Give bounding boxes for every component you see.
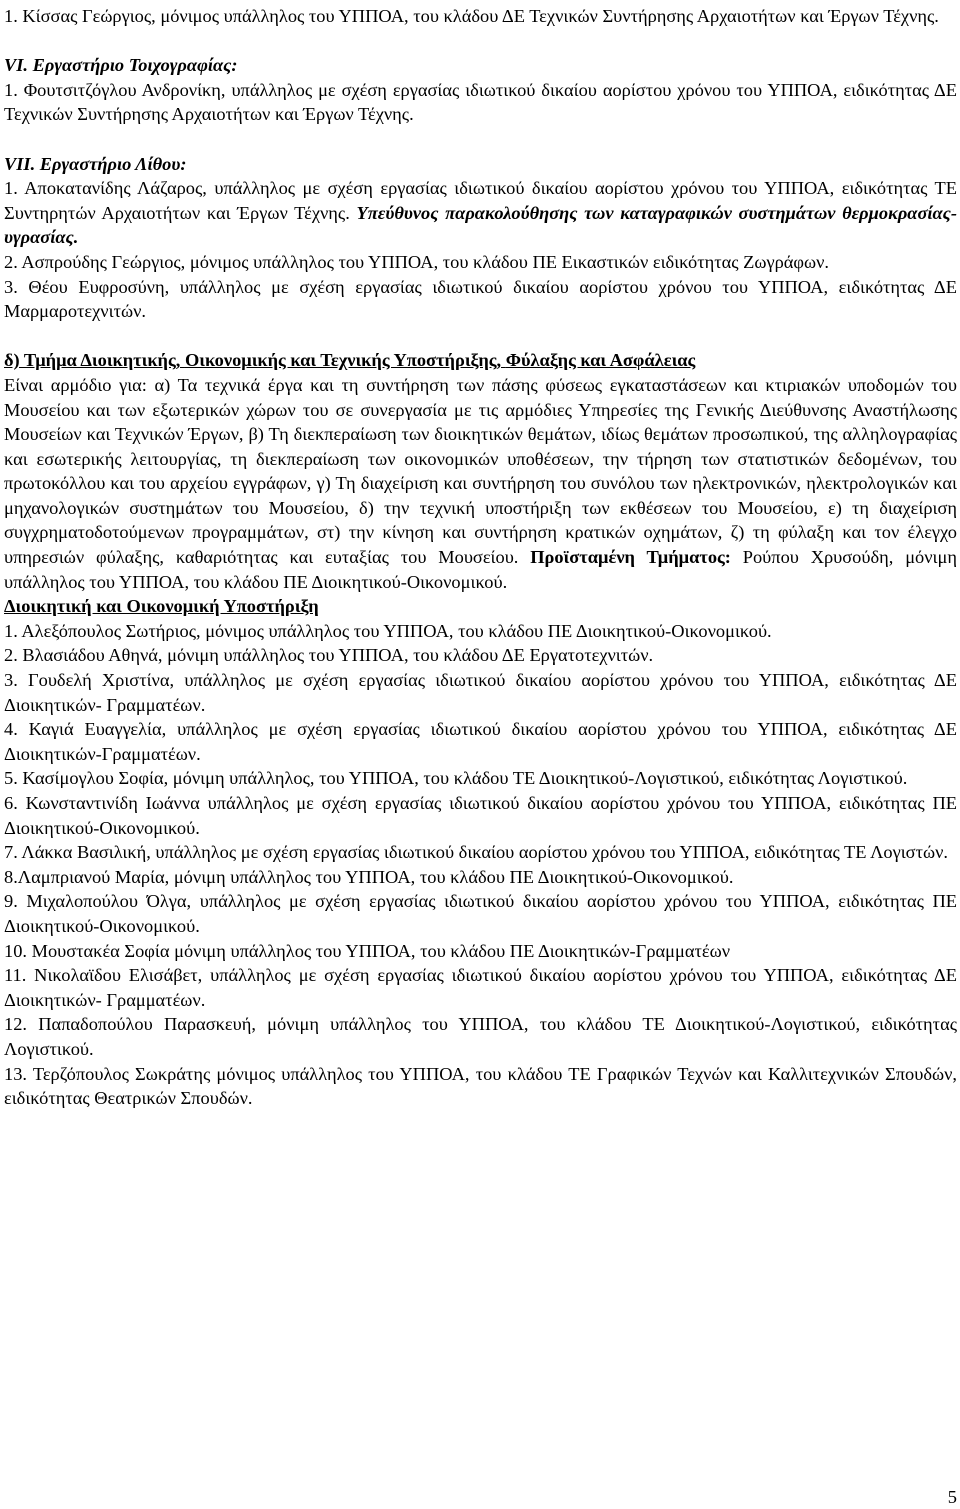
list-item: 7. Λάκκα Βασιλική, υπάλληλος με σχέση εργασίας ιδιωτικού δικαίου αορίστου χρόνου του ΥΠΠΟΑ, ειδικότητας ΤΕ Λογιστών. — [4, 842, 948, 863]
spacer — [4, 127, 957, 152]
list-item: 1. Αλεξόπουλος Σωτήριος, μόνιμος υπάλληλος του ΥΠΠΟΑ, του κλάδου ΠΕ Διοικητικού-Οικονομικού. — [4, 620, 772, 641]
list-item: 10. Μουστακέα Σοφία μόνιμη υπάλληλος του ΥΠΠΟΑ, του κλάδου ΠΕ Διοικητικών-Γραμματέων — [4, 940, 731, 961]
workshop-vii-title: VII. Εργαστήριο Λίθου: — [4, 153, 187, 174]
workshop-vii-item-1 — [4, 176, 957, 250]
workshop-vi-title: VI. Εργαστήριο Τοιχογραφίας: — [4, 55, 238, 76]
list-item: 12. Παπαδοπούλου Παρασκευή, μόνιμη υπάλληλος του ΥΠΠΟΑ, του κλάδου ΤΕ Διοικητικού-Λογιστικού, ειδικότητας Λογιστικού. — [4, 1014, 957, 1059]
department-head-label: Προϊσταμένη Τμήματος: — [530, 547, 731, 568]
list-item: 9. Μιχαλοπούλου Όλγα, υπάλληλος με σχέση εργασίας ιδιωτικού δικαίου αορίστου χρόνου του ΥΠΠΟΑ, ειδικότητας ΠΕ Διοικητικού-Οικονομικού. — [4, 891, 957, 936]
heading-part: Οικονομικής και Τεχνικής Υποστήριξης — [184, 350, 497, 371]
workshop-vii-item-1-text: 1. Αποκατανίδης Λάζαρος, υπάλληλος με σχέση εργασίας ιδιωτικού δικαίου αορίστου χρόνου του ΥΠΠΟΑ, ειδικότητας ΤΕ Συντηρητών Αρχαιοτήτων και Έργων Τέχνης. — [4, 178, 957, 223]
workshop-v-item-1: 1. Κίσσας Γεώργιος, μόνιμος υπάλληλος του ΥΠΠΟΑ, του κλάδου ΔΕ Τεχνικών Συντήρησης Αρχαιοτήτων και Έργων Τέχνης. — [4, 6, 939, 26]
heading-part: , — [175, 350, 185, 371]
department-d-competences: Είναι αρμόδιο για: α) Τα τεχνικά έργα και τη συντήρηση των πάσης φύσεως εγκαταστάσεων και κτιριακών υποδομών του Μουσείου και των εξωτερικών χώρων του σε συνεργασία με τις αρμόδιες Υπηρεσίες της Γενικής Διεύθυνσης Αναστήλωσης Μουσείων και Τεχνικών Έργων, β) Τη διεκπεραίωση των διοικητικών θεμάτων, ιδίως θεμάτων προσωπικού, της αλληλογραφίας και εσωτερικής λειτουργίας, τη διεκπεραίωση των οικονομικών υποθέσεων, την τήρηση των στατιστικών δεδομένων, του πρωτοκόλλου και του αρχείου εγγράφων, γ) Τη διαχείριση και συντήρηση του συνόλου των ηλεκτρονικών, ηλεκτρολογικών και μηχανολογικών συστημάτων του Μουσείου, δ) την τεχνική υποστήριξη των εκθέσεων του Μουσείου, ε) τη διαχείριση συγχρηματοδοτούμενων προγραμμάτων, στ) την κίνηση και συντήρηση κρατικών οχημάτων, ζ) τη φύλαξη και τον έλεγχο υπηρεσιών φύλαξης, καθαριότητας και ευταξίας του Μουσείου. — [4, 374, 957, 568]
list-item: 3. Γουδελή Χριστίνα, υπάλληλος με σχέση εργασίας ιδιωτικού δικαίου αορίστου χρόνου του ΥΠΠΟΑ, ειδικότητας ΔΕ Διοικητικών- Γραμματέων. — [4, 670, 957, 715]
spacer — [4, 29, 957, 54]
list-item: 5. Κασίμογλου Σοφία, μόνιμη υπάλληλος, του ΥΠΠΟΑ, του κλάδου ΤΕ Διοικητικού-Λογιστικού, ειδικότητας Λογιστικού. — [4, 768, 908, 789]
spacer — [4, 324, 957, 349]
list-item: 13. Τερζόπουλος Σωκράτης μόνιμος υπάλληλος του ΥΠΠΟΑ, του κλάδου ΤΕ Γραφικών Τεχνών και Καλλιτεχνικών Σπουδών, ειδικότητας Θεατρικών Σπουδών. — [4, 1063, 957, 1109]
admin-support-list — [4, 619, 957, 1111]
department-d-heading — [4, 348, 957, 373]
department-head-text: Ρούπου Χρυσούδη, μόνιμη υπάλληλος του ΥΠΠΟΑ, του κλάδου ΠΕ Διοικητικού-Οικονομικού. — [4, 547, 957, 592]
workshop-vi-item-1: 1. Φουτσιτζόγλου Ανδρονίκη, υπάλληλος με σχέση εργασίας ιδιωτικού δικαίου αορίστου χρόνου του ΥΠΠΟΑ, ειδικότητας ΔΕ Τεχνικών Συντήρησης Αρχαιοτήτων και Έργων Τέχνης. — [4, 79, 957, 125]
heading-part: δ) Τμήμα Διοικητικής — [4, 350, 176, 371]
list-item: 2. Βλασιάδου Αθηνά, μόνιμη υπάλληλος του ΥΠΠΟΑ, του κλάδου ΔΕ Εργατοτεχνιτών. — [4, 645, 654, 666]
workshop-vii-item-3: 3. Θέου Ευφροσύνη, υπάλληλος με σχέση εργασίας ιδιωτικού δικαίου αορίστου χρόνου του ΥΠΠΟΑ, ειδικότητας ΔΕ Μαρμαροτεχνιτών. — [4, 276, 957, 322]
heading-part: , — [496, 350, 506, 371]
list-item: 8.Λαμπριανού Μαρία, μόνιμη υπάλληλος του ΥΠΠΟΑ, του κλάδου ΠΕ Διοικητικού-Οικονομικού. — [4, 866, 734, 887]
list-item: 4. Καγιά Ευαγγελία, υπάλληλος με σχέση εργασίας ιδιωτικού δικαίου αορίστου χρόνου του ΥΠΠΟΑ, ειδικότητας ΔΕ Διοικητικών-Γραμματέων. — [4, 719, 957, 764]
page-number: 5 — [947, 1487, 957, 1507]
list-item: 6. Κωνσταντινίδη Ιωάννα υπάλληλος με σχέση εργασίας ιδιωτικού δικαίου αορίστου χρόνου του ΥΠΠΟΑ, ειδικότητας ΠΕ Διοικητικού-Οικονομικού. — [4, 793, 957, 838]
workshop-vii-item-2: 2. Ασπρούδης Γεώργιος, μόνιμος υπάλληλος του ΥΠΠΟΑ, του κλάδου ΠΕ Εικαστικών ειδικότητας Ζωγράφων. — [4, 251, 830, 272]
workshop-vii-item-1-role: Υπεύθυνος παρακολούθησης των καταγραφικών συστημάτων θερμοκρασίας-υγρασίας. — [4, 202, 957, 248]
admin-support-title: Διοικητική και Οικονομική Υποστήριξη — [4, 596, 319, 617]
heading-part: Φύλαξης και Ασφάλειας — [505, 350, 696, 371]
list-item: 11. Νικολαϊδου Ελισάβετ, υπάλληλος με σχέση εργασίας ιδιωτικού δικαίου αορίστου χρόνου του ΥΠΠΟΑ, ειδικότητας ΔΕ Διοικητικών- Γραμματέων. — [4, 965, 957, 1010]
department-d-description — [4, 373, 957, 594]
